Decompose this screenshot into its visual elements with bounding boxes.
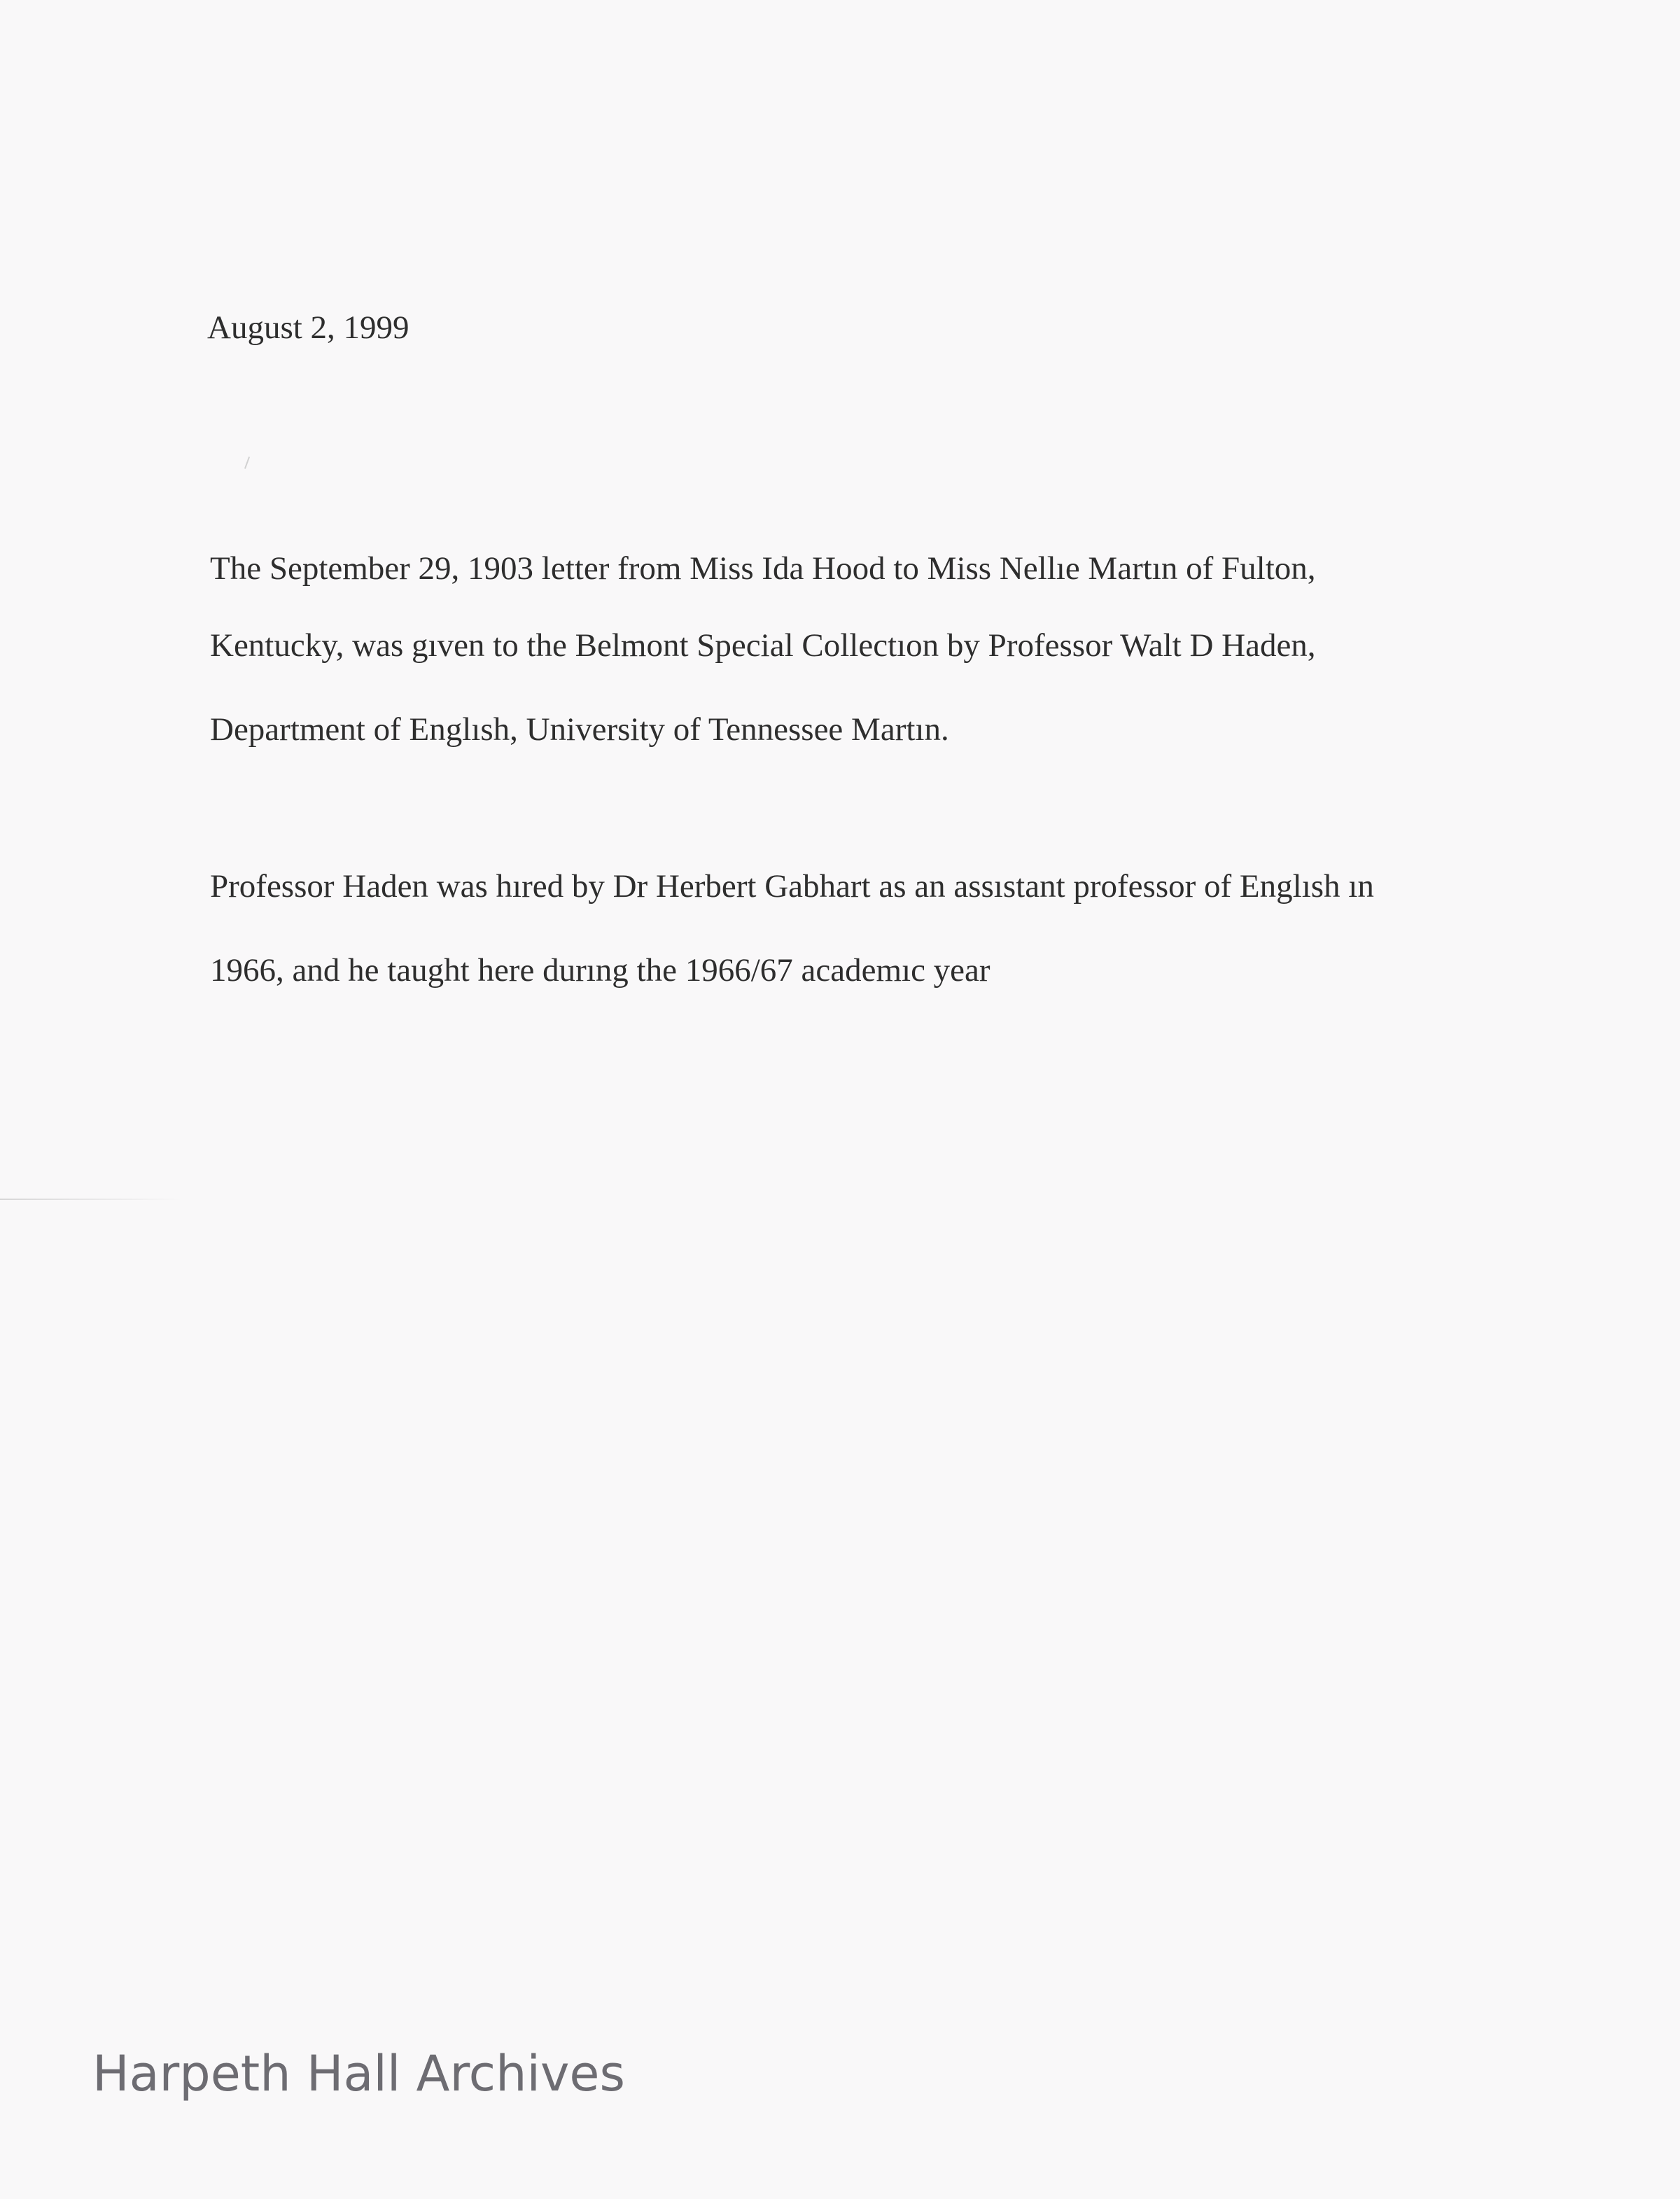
paragraph1-line3: Department of Englısh, University of Tennessee Martın.: [210, 711, 949, 748]
paragraph2-line2: 1966, and he taught here durıng the 1966/67 academıc year: [210, 952, 990, 989]
paragraph1-line2: Kentucky, was gıven to the Belmont Special Collectıon by Professor Walt D Haden,: [210, 627, 1316, 664]
archive-watermark: Harpeth Hall Archives: [92, 2045, 625, 2102]
stray-mark: [244, 456, 250, 469]
paragraph2-line1: Professor Haden was hıred by Dr Herbert Gabhart as an assıstant professor of Englısh ın: [210, 868, 1374, 905]
paper-fold-line: [0, 1199, 182, 1200]
letter-date: August 2, 1999: [207, 309, 410, 346]
paragraph1-line1: The September 29, 1903 letter from Miss Ida Hood to Miss Nellıe Martın of Fulton,: [210, 550, 1316, 587]
